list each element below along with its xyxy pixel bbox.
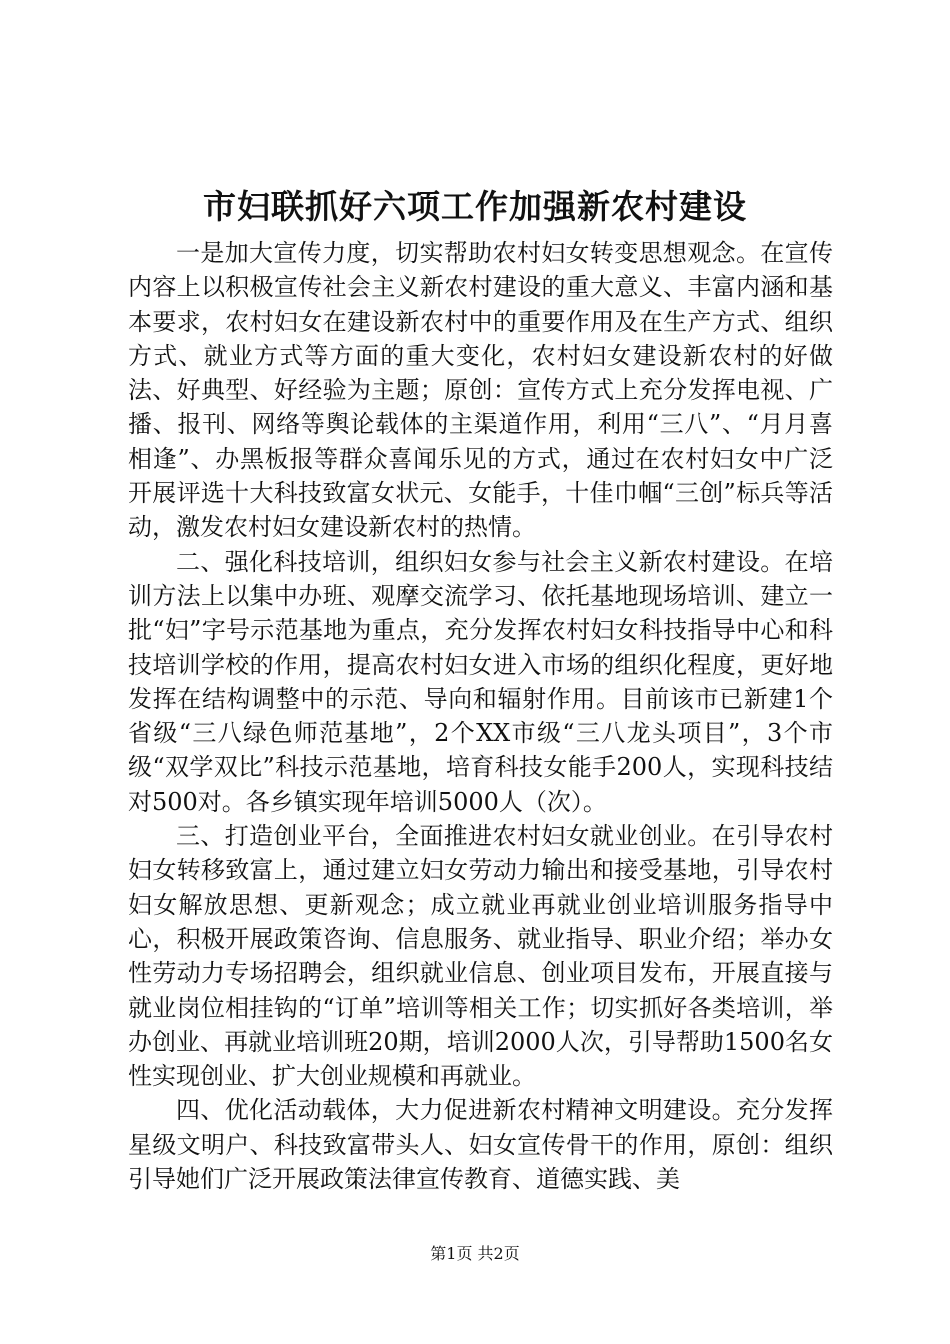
- page-number-footer: 第1页 共2页: [430, 1244, 520, 1263]
- document-body: [128, 236, 833, 1196]
- paragraph-activities: 四、优化活动载体，大力促进新农村精神文明建设。充分发挥星级文明户、科技致富带头人、妇女宣传骨干的作用，原创：组织引导她们广泛开展政策法律宣传教育、道德实践、美: [128, 1096, 833, 1194]
- paragraph-tech-training: 二、强化科技培训，组织妇女参与社会主义新农村建设。在培训方法上以集中办班、观摩交流学习、依托基地现场培训、建立一批“妇”字号示范基地为重点，充分发挥农村妇女科技指导中心和科技培训学校的作用，提高农村妇女进入市场的组织化程度，更好地发挥在结构调整中的示范、导向和辐射作用。目前该市已新建1个省级“三八绿色师范基地”，2个XX市级“三八龙头项目”，3个市级“双学双比”科技示范基地，培育科技女能手200人，实现科技结对500对。各乡镇实现年培训5000人（次）。: [128, 547, 833, 816]
- document-title: 市妇联抓好六项工作加强新农村建设: [203, 187, 747, 226]
- paragraph-publicity: 一是加大宣传力度，切实帮助农村妇女转变思想观念。在宣传内容上以积极宣传社会主义新农村建设的重大意义、丰富内涵和基本要求，农村妇女在建设新农村中的重要作用及在生产方式、组织方式、就业方式等方面的重大变化，农村妇女建设新农村的好做法、好典型、好经验为主题；原创：宣传方式上充分发挥电视、广播、报刊、网络等舆论载体的主渠道作用，利用“三八”、“月月喜相逢”、办黑板报等群众喜闻乐见的方式，通过在农村妇女中广泛开展评选十大科技致富女状元、女能手，十佳巾帼“三创”标兵等活动，激发农村妇女建设新农村的热情。: [128, 239, 833, 542]
- paragraph-entrepreneurship: 三、打造创业平台，全面推进农村妇女就业创业。在引导农村妇女转移致富上，通过建立妇女劳动力输出和接受基地，引导农村妇女解放思想、更新观念；成立就业再就业创业培训服务指导中心，积极开展政策咨询、信息服务、就业指导、职业介绍；举办女性劳动力专场招聘会，组织就业信息、创业项目发布，开展直接与就业岗位相挂钩的“订单”培训等相关工作；切实抓好各类培训，举办创业、再就业培训班20期，培训2000人次，引导帮助1500名女性实现创业、扩大创业规模和再就业。: [128, 822, 833, 1091]
